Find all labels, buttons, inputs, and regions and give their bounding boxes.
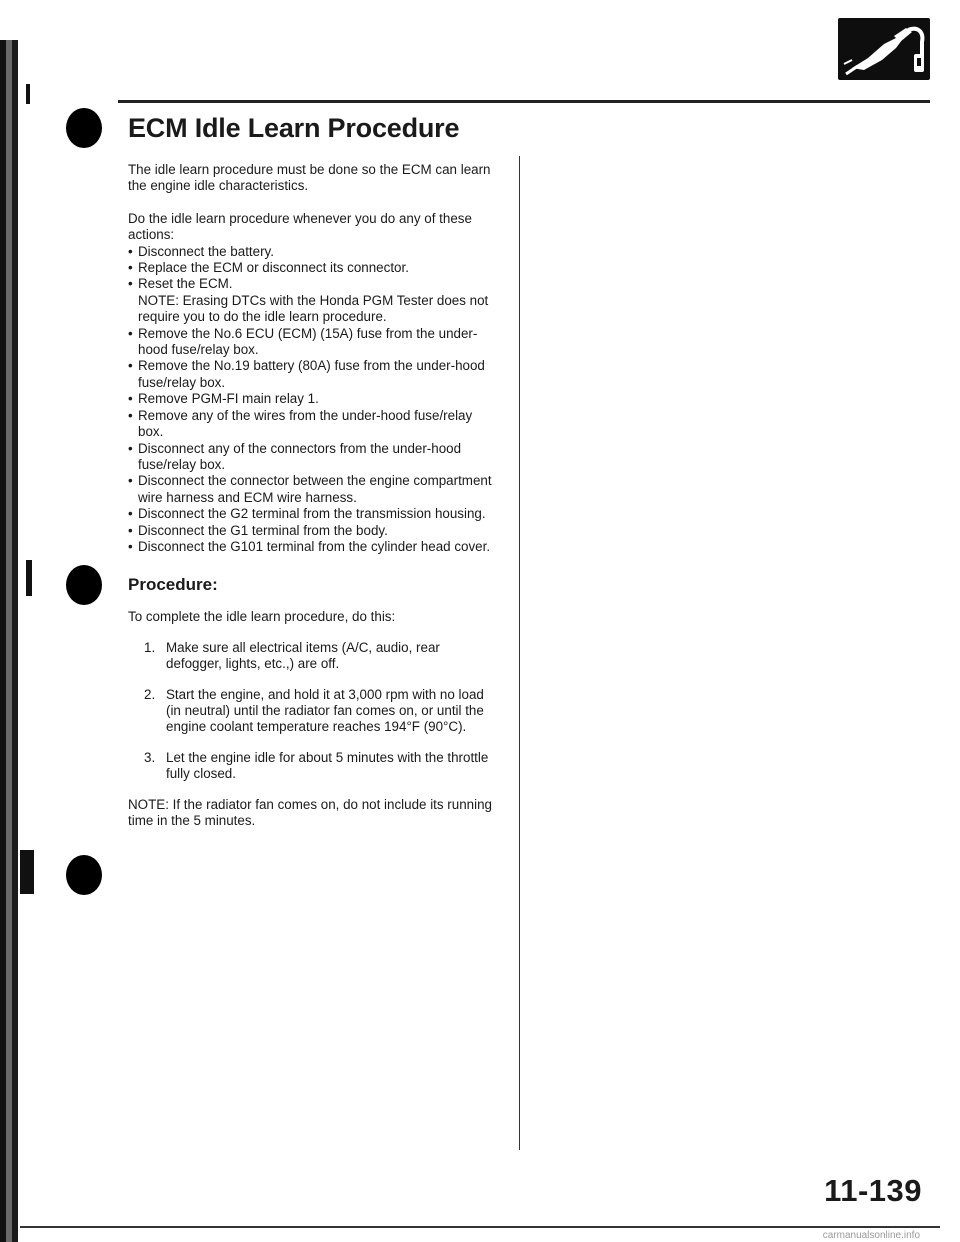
list-item-text: Remove the No.19 battery (80A) fuse from the under-hood fuse/relay box. — [138, 358, 485, 390]
list-item — [128, 539, 498, 555]
step-item — [128, 687, 498, 736]
list-item-text: Remove PGM-FI main relay 1. — [138, 391, 319, 407]
procedure-heading: Procedure: — [128, 575, 218, 595]
bullet-glyph: • — [128, 440, 133, 456]
fuel-nozzle-icon — [838, 18, 930, 80]
list-item — [128, 260, 498, 276]
step-number: 3. — [144, 749, 156, 765]
procedure-steps — [128, 640, 498, 783]
column-divider — [519, 156, 520, 1150]
bullet-glyph: • — [128, 522, 133, 538]
bullet-glyph: • — [128, 473, 133, 489]
page-number: 11-139 — [824, 1173, 922, 1208]
watermark: carmanualsonline.info — [822, 1230, 920, 1241]
fuel-nozzle-icon-graphic — [838, 18, 930, 80]
bullet-glyph: • — [128, 506, 133, 522]
list-item — [128, 441, 498, 474]
list-item-text: Disconnect any of the connectors from the under-hood fuse/relay box. — [138, 440, 462, 472]
list-item-text: Reset the ECM. — [138, 276, 233, 292]
step-text: Make sure all electrical items (A/C, audio, rear defogger, lights, etc.,) are off. — [166, 639, 440, 672]
list-item — [128, 391, 498, 407]
final-note: NOTE: If the radiator fan comes on, do not include its running time in the 5 minutes. — [128, 796, 492, 828]
list-item-text: Disconnect the connector between the engine compartment wire harness and ECM wire harness. — [138, 473, 492, 505]
punch-hole-top — [66, 108, 102, 148]
spine-top-cut — [0, 0, 22, 40]
main-content — [128, 162, 498, 829]
footer-rule — [20, 1226, 940, 1228]
list-item — [128, 506, 498, 522]
punch-hole-bottom — [66, 855, 102, 895]
bullet-glyph: • — [128, 538, 133, 554]
list-item — [128, 523, 498, 539]
procedure-intro: To complete the idle learn procedure, do this: — [128, 609, 396, 625]
list-item — [128, 276, 498, 292]
list-item-text: Disconnect the G2 terminal from the transmission housing. — [138, 506, 486, 522]
action-list — [128, 244, 498, 556]
list-item-text: Disconnect the battery. — [138, 243, 274, 259]
list-item-text: Replace the ECM or disconnect its connector. — [138, 260, 409, 276]
list-item-text: Remove any of the wires from the under-hood fuse/relay box. — [138, 407, 473, 440]
list-item-text: Disconnect the G1 terminal from the body. — [138, 522, 388, 538]
bullet-glyph: • — [128, 325, 133, 341]
intro-paragraph: The idle learn procedure must be done so the ECM can learn the engine idle characteristics. — [128, 162, 491, 194]
list-item — [128, 358, 498, 391]
list-note — [128, 293, 498, 326]
bullet-glyph: • — [128, 243, 133, 259]
lead-paragraph: Do the idle learn procedure whenever you do any of these actions: — [128, 210, 472, 243]
step-number: 1. — [144, 639, 156, 655]
spine-mark — [26, 560, 32, 596]
list-item-text: Disconnect the G101 terminal from the cylinder head cover. — [138, 538, 491, 554]
list-note-text: NOTE: Erasing DTCs with the Honda PGM Tester does not require you to do the idle learn procedure. — [138, 292, 489, 325]
step-number: 2. — [144, 686, 156, 702]
list-item-text: Remove the No.6 ECU (ECM) (15A) fuse from the under-hood fuse/relay box. — [138, 325, 478, 358]
bullet-glyph: • — [128, 358, 133, 374]
list-item — [128, 473, 498, 506]
step-text: Start the engine, and hold it at 3,000 rpm with no load (in neutral) until the radiator fan comes on, or until the engine coolant temperature reaches 194°F (90°C). — [166, 686, 484, 735]
bullet-glyph: • — [128, 391, 133, 407]
spine-mark — [20, 850, 34, 894]
spine-mark — [26, 84, 30, 104]
bullet-glyph: • — [128, 407, 133, 423]
binding-spine-inner — [12, 0, 18, 1242]
punch-hole-middle — [66, 565, 102, 605]
step-text: Let the engine idle for about 5 minutes with the throttle fully closed. — [166, 749, 489, 782]
step-item — [128, 640, 498, 673]
step-item — [128, 750, 498, 783]
list-item — [128, 326, 498, 359]
bullet-glyph: • — [128, 260, 133, 276]
bullet-glyph: • — [128, 276, 133, 292]
list-item — [128, 408, 498, 441]
page-title: ECM Idle Learn Procedure — [128, 113, 460, 143]
header-rule — [118, 100, 930, 103]
list-item — [128, 244, 498, 260]
